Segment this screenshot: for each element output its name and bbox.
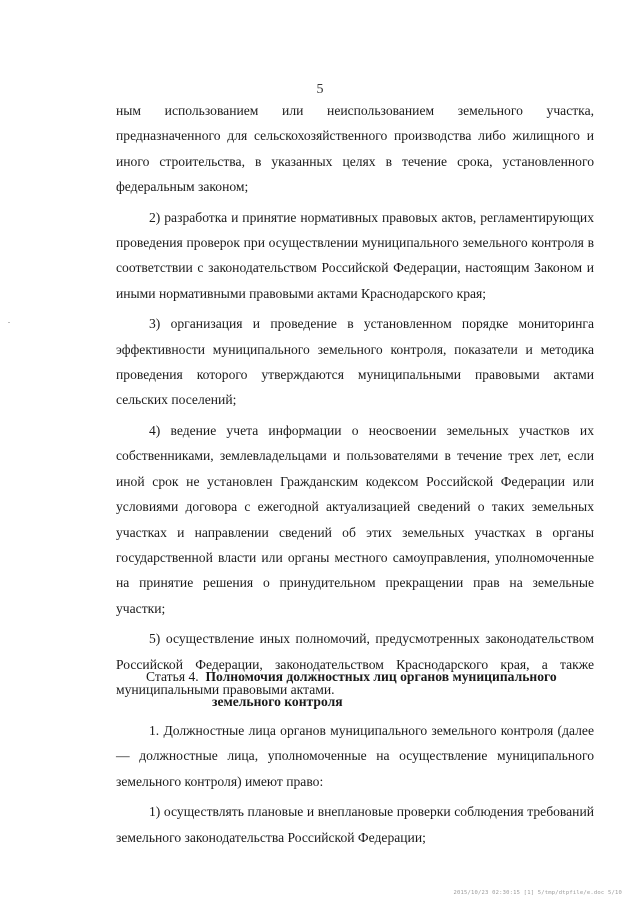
paragraph-item-3: 3) организация и проведение в установленном порядке мониторинга эффективности муниципального земельного контроля, показатели и методика проведения которого утверждаются муниципальными правовыми актами сельских поселений;: [116, 316, 594, 408]
paragraph-article4-1-1: 1) осуществлять плановые и внеплановые проверки соблюдения требований земельного законодательства Российской Федерации;: [116, 804, 594, 845]
page-number: 5: [316, 82, 324, 97]
document-body-2: [116, 718, 594, 850]
document-body: [116, 98, 594, 702]
paragraph-continuation: ным использованием или неиспользованием земельного участка, предназначенного для сельскохозяйственного производства либо жилищного и иного строительства, в указанных целях в течение срока, установленного федеральным законом;: [116, 103, 594, 195]
scan-artifact: [8, 322, 10, 323]
paragraph-article4-1: 1. Должностные лица органов муниципального земельного контроля (далее — должностные лица, уполномоченные на осуществление муниципального земельного контроля) имеют право:: [116, 723, 594, 789]
paragraph-item-4: 4) ведение учета информации о неосвоении земельных участков их собственниками, землевладельцами и пользователями в течение трех лет, если иной срок не установлен Гражданским кодексом Российской Федерации или условиями договора с ежегодной актуализацией сведений о таких земельных участках и направлении сведений об этих земельных участках в органы государственной власти или органы местного самоуправления, уполномоченные на принятие решения о принудительном прекращении прав на земельные участки;: [116, 422, 594, 616]
article-title-line2: земельного контроля: [212, 694, 343, 710]
article-title: Полномочия должностных лиц органов муниципального: [205, 669, 557, 684]
article-label: Статья 4.: [146, 669, 199, 684]
paragraph-item-2: 2) разработка и принятие нормативных правовых актов, регламентирующих проведения проверок при осуществлении муниципального земельного контроля в соответствии с законодательством Российской Федерации, настоящим Законом и иными нормативными правовыми актами Краснодарского края;: [116, 209, 594, 301]
article-heading: [116, 664, 594, 715]
footer-stamp: 2015/10/23 02:30:15 [1] 5/tmp/dtpfile/e.doc 5/10: [453, 890, 622, 896]
article-heading-line1: [116, 664, 594, 689]
paragraph-item-5: 5) осуществление иных полномочий, предусмотренных законодательством Российской Федерации, законодательством Краснодарского края, а также муниципальными правовыми актами.: [116, 631, 594, 697]
